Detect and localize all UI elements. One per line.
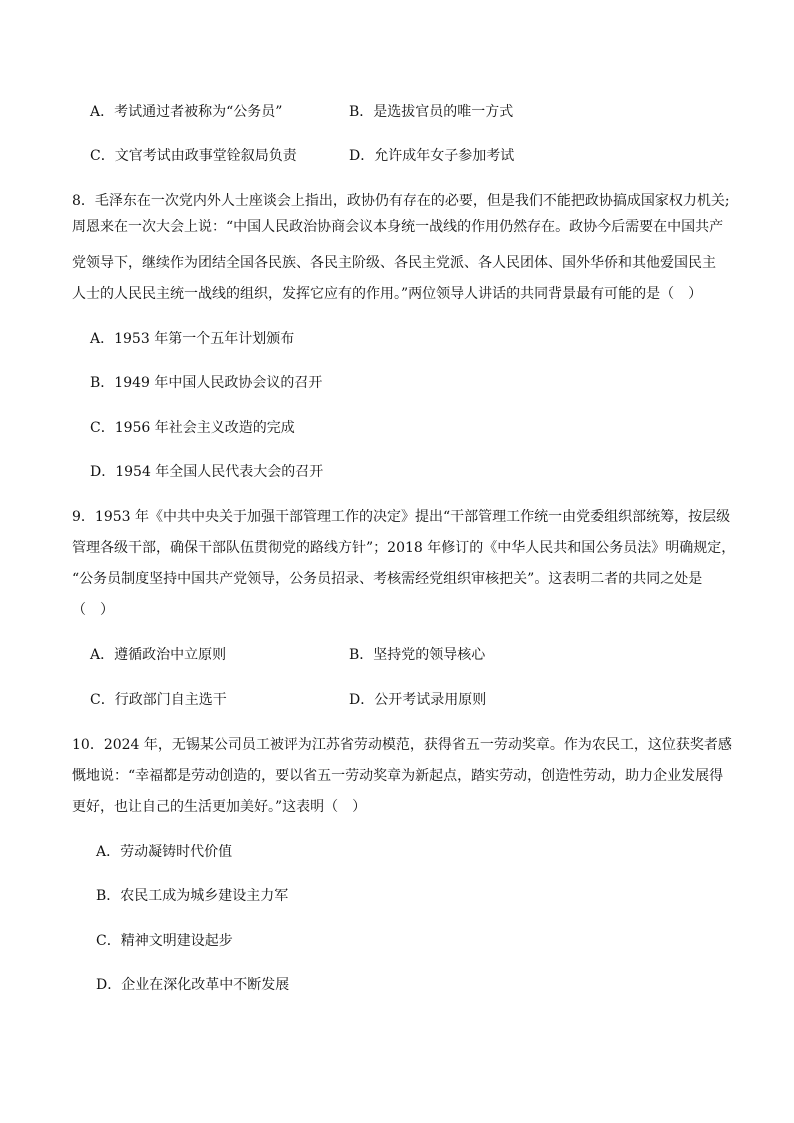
q10-stem-line-2: 慨地说：“幸福都是劳动创造的，要以省五一劳动奖章为新起点，踏实劳动，创造性劳动，助力企业发展得: [72, 768, 724, 784]
q10-option-d: D．企业在深化改革中不断发展: [96, 977, 290, 993]
q9-option-b: B．坚持党的领导核心: [349, 647, 486, 663]
q8-option-d: D．1954 年全国人民代表大会的召开: [90, 464, 324, 480]
q9-stem-line-3: “公务员制度坚持中国共产党领导，公务员招录、考核需经党组织审核把关”。这表明二者的共同之处是: [72, 571, 703, 587]
q8-option-a: A．1953 年第一个五年计划颁布: [90, 331, 295, 347]
q10-stem-line-1: 10．2024 年，无锡某公司员工被评为江苏省劳动模范，获得省五一劳动奖章。作为农民工，这位获奖者感: [72, 737, 732, 753]
q9-stem-line-1: 9．1953 年《中共中央关于加强干部管理工作的决定》提出“干部管理工作统一由党委组织部统筹，按层级: [72, 509, 731, 525]
q8-stem-line-1: 8．毛泽东在一次党内外人士座谈会上指出，政协仍有存在的必要，但是我们不能把政协搞成国家权力机关;: [72, 193, 730, 209]
q9-stem-line-2: 管理各级干部，确保干部队伍贯彻党的路线方针”；2018 年修订的《中华人民共和国公务员法》明确规定，: [72, 540, 736, 556]
q10-option-b: B．农民工成为城乡建设主力军: [96, 888, 289, 904]
q9-option-a: A．遵循政治中立原则: [90, 647, 227, 663]
q10-option-c: C．精神文明建设起步: [96, 933, 233, 949]
q8-option-c: C．1956 年社会主义改造的完成: [90, 420, 295, 436]
q7-option-d: D．允许成年女子参加考试: [349, 148, 515, 164]
q7-option-b: B．是选拔官员的唯一方式: [349, 104, 514, 120]
q9-stem-line-4: （ ）: [72, 602, 114, 618]
q10-stem-line-3: 更好，也让自己的生活更加美好。”这表明（ ）: [72, 799, 367, 815]
q10-option-a: A．劳动凝铸时代价值: [96, 844, 233, 860]
q8-option-b: B．1949 年中国人民政协会议的召开: [90, 375, 323, 391]
q7-option-c: C．文官考试由政事堂铨叙局负责: [90, 148, 297, 164]
q7-option-a: A．考试通过者被称为“公务员”: [90, 104, 283, 120]
q9-option-c: C．行政部门自主选干: [90, 692, 227, 708]
q8-stem-line-3: 党领导下，继续作为团结全国各民族、各民主阶级、各民主党派、各人民团体、国外华侨和其他爱国民主: [72, 255, 716, 271]
q8-stem-line-2: 周恩来在一次大会上说：“中国人民政治协商会议本身统一战线的作用仍然存在。政协今后需要在中国共产: [72, 219, 724, 235]
q9-option-d: D．公开考试录用原则: [349, 692, 487, 708]
q8-stem-line-4: 人士的人民民主统一战线的组织，发挥它应有的作用。”两位领导人讲话的共同背景最有可能的是（ ）: [72, 286, 703, 302]
